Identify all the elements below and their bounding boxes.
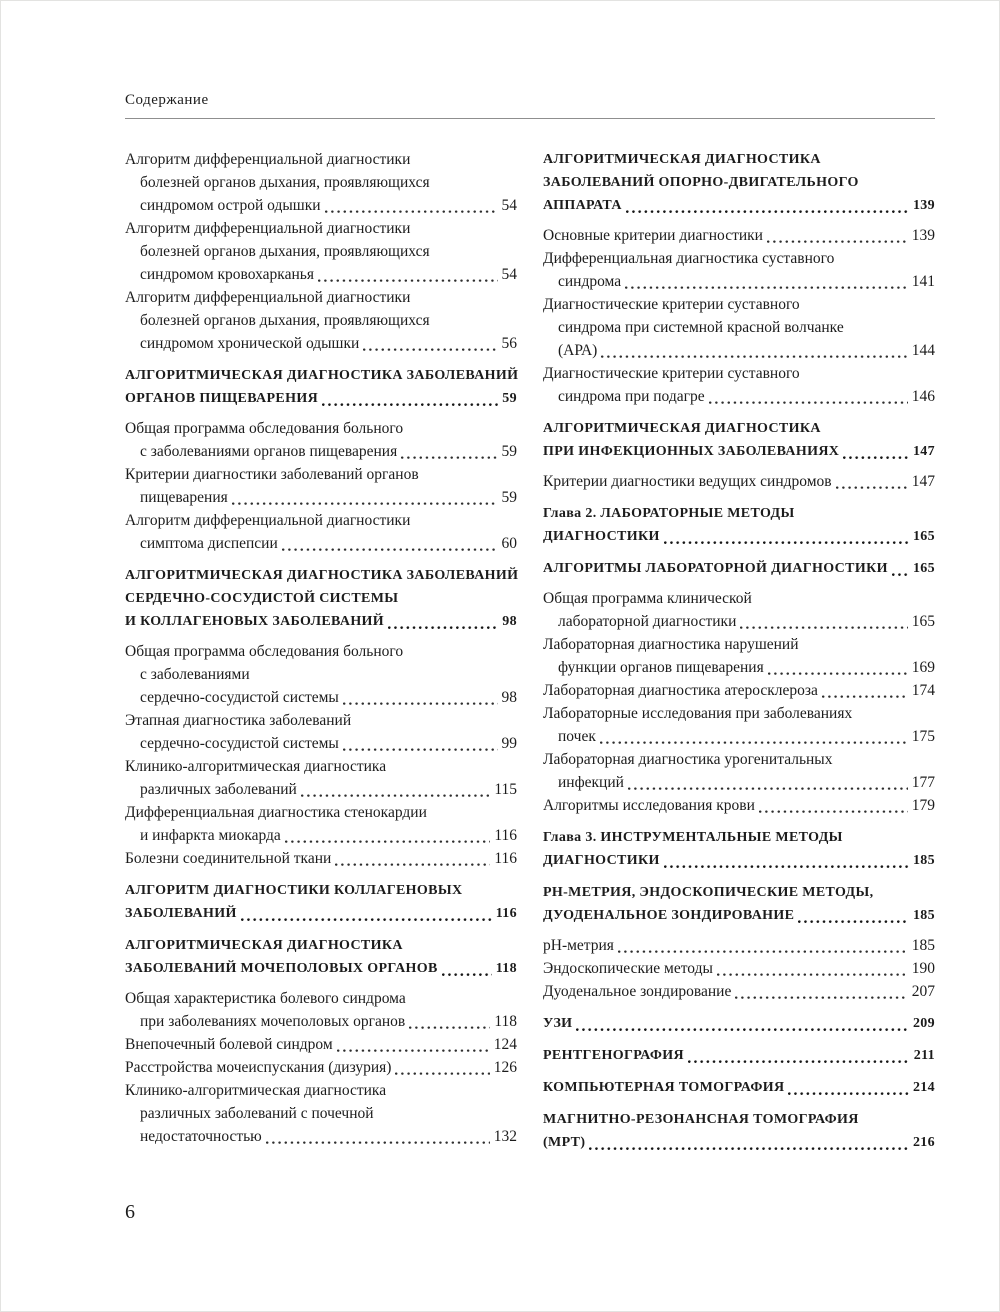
toc-line-text: Болезни соединительной ткани: [125, 850, 332, 867]
toc-line-text: Лабораторная диагностика атеросклероза: [543, 682, 818, 699]
toc-page-ref: 174: [911, 682, 935, 699]
toc-entry: [543, 587, 935, 633]
toc-page-ref: 118: [494, 1013, 517, 1030]
toc-line-text: Общая программа обследования больного: [125, 643, 404, 660]
toc-line: [543, 587, 935, 610]
toc-entry: [543, 470, 935, 493]
toc-entry: [543, 679, 935, 702]
dot-leader: [587, 1131, 911, 1154]
toc-columns: [125, 148, 935, 1161]
toc-line: [125, 463, 517, 486]
toc-page-ref: 98: [501, 689, 517, 706]
toc-line-text: синдромом кровохарканья: [140, 266, 314, 283]
toc-section-heading: [543, 1012, 935, 1035]
toc-section-heading: [125, 364, 517, 410]
toc-line-text: АЛГОРИТМИЧЕСКАЯ ДИАГНОСТИКА: [125, 938, 403, 953]
toc-line-text: с заболеваниями органов пищеварения: [140, 443, 398, 460]
toc-line: [125, 1033, 517, 1056]
dot-leader: [598, 725, 910, 748]
toc-line-text: сердечно-сосудистой системы: [140, 689, 339, 706]
toc-line: [125, 902, 517, 925]
toc-entry: [125, 847, 517, 870]
toc-line: [125, 587, 517, 610]
toc-entry: [543, 224, 935, 247]
toc-line-text: сердечно-сосудистой системы: [140, 735, 339, 752]
toc-line: [543, 525, 935, 548]
toc-line: [125, 640, 517, 663]
toc-page-ref: 132: [493, 1128, 517, 1145]
toc-page-ref: 147: [912, 444, 935, 459]
toc-line: [543, 679, 935, 702]
toc-line-text: АЛГОРИТМ ДИАГНОСТИКИ КОЛЛАГЕНОВЫХ: [125, 883, 463, 898]
toc-line-text: РН-МЕТРИЯ, ЭНДОСКОПИЧЕСКИЕ МЕТОДЫ,: [543, 885, 874, 900]
toc-page-ref: 115: [494, 781, 517, 798]
toc-line-text: ЗАБОЛЕВАНИЙ МОЧЕПОЛОВЫХ ОРГАНОВ: [125, 961, 438, 976]
toc-line-text: Алгоритм дифференциальной диагностики: [125, 512, 411, 529]
toc-entry: [543, 957, 935, 980]
toc-line-text: Общая характеристика болевого синдрома: [125, 990, 406, 1007]
toc-line-text: Внепочечный болевой синдром: [125, 1036, 333, 1053]
toc-entry: [125, 987, 517, 1033]
toc-line: [543, 148, 935, 171]
dot-leader: [341, 732, 500, 755]
toc-page-ref: 185: [912, 908, 935, 923]
toc-entry: [125, 1033, 517, 1056]
toc-line-text: Алгоритм дифференциальной диагностики: [125, 220, 411, 237]
toc-section-heading: [543, 881, 935, 927]
toc-line-text: Глава 2. ЛАБОРАТОРНЫЕ МЕТОДЫ: [543, 506, 795, 521]
toc-line-text: ЗАБОЛЕВАНИЙ ОПОРНО-ДВИГАТЕЛЬНОГО: [543, 175, 859, 190]
toc-line-text: Критерии диагностики заболеваний органов: [125, 466, 419, 483]
dot-leader: [230, 486, 500, 509]
toc-line-text: Дуоденальное зондирование: [543, 983, 732, 1000]
toc-line: [125, 610, 517, 633]
toc-page-ref: 126: [493, 1059, 517, 1076]
toc-line-text: функции органов пищеварения: [558, 659, 764, 676]
toc-line-text: Расстройства мочеиспускания (дизурия): [125, 1059, 392, 1076]
toc-line-text: АППАРАТА: [543, 198, 622, 213]
toc-line-text: синдрома при подагре: [558, 388, 705, 405]
toc-page-ref: 185: [912, 853, 935, 868]
toc-line-text: Общая программа клинической: [543, 590, 752, 607]
toc-line: [125, 1056, 517, 1079]
toc-page-ref: 175: [911, 728, 935, 745]
toc-line: [125, 663, 517, 686]
toc-line: [125, 1125, 517, 1148]
dot-leader: [626, 771, 910, 794]
toc-page-ref: 147: [911, 473, 935, 490]
toc-line: [543, 171, 935, 194]
toc-entry: [543, 633, 935, 679]
toc-line-text: Алгоритм дифференциальной диагностики: [125, 289, 411, 306]
toc-line: [543, 826, 935, 849]
toc-page-ref: 124: [493, 1036, 517, 1053]
dot-leader: [320, 387, 500, 410]
toc-line: [125, 171, 517, 194]
toc-line: [125, 1010, 517, 1033]
toc-line: [543, 748, 935, 771]
toc-line: [125, 987, 517, 1010]
toc-line: [125, 417, 517, 440]
toc-line-text: ДИАГНОСТИКИ: [543, 529, 660, 544]
toc-line-text: инфекций: [558, 774, 624, 791]
toc-line-text: болезней органов дыхания, проявляющихся: [140, 243, 430, 260]
toc-page-ref: 146: [911, 388, 935, 405]
toc-page-ref: 59: [502, 391, 517, 406]
toc-entry: [543, 293, 935, 362]
toc-line-text: Диагностические критерии суставного: [543, 296, 800, 313]
toc-line: [543, 1131, 935, 1154]
toc-line: [125, 686, 517, 709]
toc-line-text: (МРТ): [543, 1135, 586, 1150]
toc-page-ref: 141: [911, 273, 935, 290]
dot-leader: [599, 339, 909, 362]
running-header-title: Содержание: [125, 92, 209, 108]
toc-line-text: УЗИ: [543, 1016, 573, 1031]
toc-line: [543, 656, 935, 679]
dot-leader: [333, 847, 492, 870]
toc-line-text: Общая программа обследования больного: [125, 420, 404, 437]
toc-line-text: Алгоритмы исследования крови: [543, 797, 755, 814]
toc-page-ref: 144: [911, 342, 935, 359]
toc-line-text: ДИАГНОСТИКИ: [543, 853, 660, 868]
toc-line-text: при заболеваниях мочеполовых органов: [140, 1013, 406, 1030]
toc-page-ref: 177: [911, 774, 935, 791]
toc-line: [543, 904, 935, 927]
dot-leader: [707, 385, 910, 408]
toc-line: [125, 709, 517, 732]
toc-line-text: Дифференциальная диагностика стенокардии: [125, 804, 427, 821]
toc-line-text: Глава 3. ИНСТРУМЕНТАЛЬНЫЕ МЕТОДЫ: [543, 830, 843, 845]
toc-entry: [125, 417, 517, 463]
dot-leader: [316, 263, 500, 286]
toc-page-ref: 214: [912, 1080, 935, 1095]
toc-line: [543, 934, 935, 957]
toc-line: [125, 217, 517, 240]
toc-line-text: недостаточностью: [140, 1128, 262, 1145]
dot-leader: [341, 686, 500, 709]
dot-leader: [890, 557, 911, 580]
toc-page-ref: 118: [495, 961, 517, 976]
toc-line: [543, 339, 935, 362]
toc-line: [125, 564, 517, 587]
toc-page-ref: 209: [912, 1016, 935, 1031]
toc-line: [125, 387, 517, 410]
toc-line: [125, 309, 517, 332]
toc-line: [125, 778, 517, 801]
toc-page-ref: 165: [912, 561, 935, 576]
toc-line: [543, 633, 935, 656]
toc-line-text: МАГНИТНО-РЕЗОНАНСНАЯ ТОМОГРАФИЯ: [543, 1112, 859, 1127]
toc-entry: [125, 709, 517, 755]
toc-page-ref: 98: [502, 614, 517, 629]
toc-line-text: Лабораторная диагностика урогенитальных: [543, 751, 833, 768]
toc-line: [543, 957, 935, 980]
toc-line-text: Эндоскопические методы: [543, 960, 713, 977]
toc-line: [543, 881, 935, 904]
toc-page-ref: 116: [495, 906, 517, 921]
dot-leader: [834, 470, 910, 493]
toc-line-text: симптома диспепсии: [140, 535, 278, 552]
toc-section-heading: [543, 148, 935, 217]
toc-line: [125, 801, 517, 824]
toc-page-ref: 139: [911, 227, 935, 244]
toc-line: [543, 440, 935, 463]
dot-leader: [393, 1056, 491, 1079]
toc-page-ref: 59: [501, 443, 517, 460]
toc-line: [543, 502, 935, 525]
toc-line: [125, 532, 517, 555]
toc-page-ref: 165: [912, 529, 935, 544]
dot-leader: [662, 849, 911, 872]
toc-line: [543, 316, 935, 339]
toc-line: [125, 440, 517, 463]
toc-line-text: РЕНТГЕНОГРАФИЯ: [543, 1048, 684, 1063]
toc-page-ref: 185: [911, 937, 935, 954]
toc-line-text: ПРИ ИНФЕКЦИОННЫХ ЗАБОЛЕВАНИЯХ: [543, 444, 840, 459]
dot-leader: [386, 610, 500, 633]
dot-leader: [766, 656, 910, 679]
toc-line-text: Критерии диагностики ведущих синдромов: [543, 473, 832, 490]
toc-section-heading: [543, 826, 935, 872]
dot-leader: [765, 224, 910, 247]
dot-leader: [841, 440, 911, 463]
toc-line: [125, 148, 517, 171]
toc-page-ref: 59: [501, 489, 517, 506]
toc-line-text: ДУОДЕНАЛЬНОЕ ЗОНДИРОВАНИЕ: [543, 908, 795, 923]
toc-line-text: Лабораторные исследования при заболеваниях: [543, 705, 853, 722]
toc-line: [125, 755, 517, 778]
dot-leader: [335, 1033, 492, 1056]
toc-entry: [543, 702, 935, 748]
toc-line-text: АЛГОРИТМИЧЕСКАЯ ДИАГНОСТИКА ЗАБОЛЕВАНИЙ: [125, 368, 519, 383]
toc-entry: [543, 934, 935, 957]
toc-page-ref: 60: [501, 535, 517, 552]
toc-entry: [125, 1056, 517, 1079]
toc-column-right: [543, 148, 935, 1161]
toc-page-ref: 207: [911, 983, 935, 1000]
toc-line: [543, 725, 935, 748]
toc-line-text: Лабораторная диагностика нарушений: [543, 636, 799, 653]
dot-leader: [820, 679, 910, 702]
toc-section-heading: [543, 1108, 935, 1154]
toc-entry: [125, 509, 517, 555]
toc-line: [125, 332, 517, 355]
toc-line: [125, 957, 517, 980]
dot-leader: [623, 270, 910, 293]
toc-line: [125, 847, 517, 870]
toc-line: [125, 364, 517, 387]
toc-entry: [543, 362, 935, 408]
toc-line: [543, 702, 935, 725]
toc-line-text: АЛГОРИТМИЧЕСКАЯ ДИАГНОСТИКА ЗАБОЛЕВАНИЙ: [125, 568, 519, 583]
toc-line-text: Клинико-алгоритмическая диагностика: [125, 758, 387, 775]
toc-entry: [125, 640, 517, 709]
toc-entry: [125, 1079, 517, 1148]
dot-leader: [280, 532, 500, 555]
toc-section-heading: [543, 1076, 935, 1099]
toc-line: [543, 794, 935, 817]
toc-page-ref: 165: [911, 613, 935, 630]
toc-line-text: синдрома при системной красной волчанке: [558, 319, 844, 336]
toc-line: [125, 879, 517, 902]
toc-section-heading: [543, 557, 935, 580]
toc-line: [543, 610, 935, 633]
toc-page-ref: 169: [911, 659, 935, 676]
toc-line-text: Алгоритм дифференциальной диагностики: [125, 151, 411, 168]
dot-leader: [616, 934, 910, 957]
toc-line: [125, 1102, 517, 1125]
toc-section-heading: [543, 1044, 935, 1067]
toc-line-text: с заболеваниями: [140, 666, 250, 683]
toc-line: [543, 557, 935, 580]
toc-line-text: АЛГОРИТМИЧЕСКАЯ ДИАГНОСТИКА: [543, 421, 821, 436]
toc-line: [125, 240, 517, 263]
dot-leader: [715, 957, 910, 980]
toc-line: [543, 980, 935, 1003]
toc-line: [543, 849, 935, 872]
toc-page-ref: 116: [494, 827, 517, 844]
toc-line: [125, 286, 517, 309]
toc-line-text: синдрома: [558, 273, 622, 290]
dot-leader: [738, 610, 909, 633]
dot-leader: [624, 194, 911, 217]
toc-line-text: синдромом острой одышки: [140, 197, 321, 214]
dot-leader: [407, 1010, 492, 1033]
toc-page-ref: 54: [501, 266, 517, 283]
running-header: [125, 92, 935, 118]
toc-line-text: АЛГОРИТМИЧЕСКАЯ ДИАГНОСТИКА: [543, 152, 821, 167]
toc-page-ref: 190: [911, 960, 935, 977]
toc-line-text: И КОЛЛАГЕНОВЫХ ЗАБОЛЕВАНИЙ: [125, 614, 385, 629]
toc-line: [543, 1108, 935, 1131]
toc-page-ref: 56: [501, 335, 517, 352]
dot-leader: [686, 1044, 912, 1067]
toc-entry: [125, 755, 517, 801]
toc-line-text: и инфаркта миокарда: [140, 827, 281, 844]
toc-line-text: (АРА): [558, 342, 598, 359]
dot-leader: [264, 1125, 492, 1148]
toc-page-ref: 116: [494, 850, 517, 867]
toc-line-text: болезней органов дыхания, проявляющихся: [140, 312, 430, 329]
dot-leader: [239, 902, 494, 925]
toc-line: [543, 362, 935, 385]
toc-line: [543, 293, 935, 316]
toc-line-text: различных заболеваний с почечной: [140, 1105, 374, 1122]
dot-leader: [399, 440, 499, 463]
toc-line: [125, 263, 517, 286]
toc-line-text: ЗАБОЛЕВАНИЙ: [125, 906, 237, 921]
toc-line-text: СЕРДЕЧНО-СОСУДИСТОЙ СИСТЕМЫ: [125, 591, 399, 606]
toc-line: [543, 224, 935, 247]
dot-leader: [574, 1012, 911, 1035]
toc-line-text: ОРГАНОВ ПИЩЕВАРЕНИЯ: [125, 391, 319, 406]
toc-entry: [125, 463, 517, 509]
toc-line-text: АЛГОРИТМЫ ЛАБОРАТОРНОЙ ДИАГНОСТИКИ: [543, 561, 888, 576]
toc-line: [543, 1044, 935, 1067]
toc-line: [125, 1079, 517, 1102]
toc-line: [543, 417, 935, 440]
toc-line-text: КОМПЬЮТЕРНАЯ ТОМОГРАФИЯ: [543, 1080, 785, 1095]
toc-entry: [543, 247, 935, 293]
toc-line-text: Дифференциальная диагностика суставного: [543, 250, 835, 267]
page-number: 6: [125, 1201, 135, 1223]
toc-entry: [125, 217, 517, 286]
dot-leader: [733, 980, 909, 1003]
toc-line: [543, 470, 935, 493]
toc-line: [125, 486, 517, 509]
toc-line-text: Диагностические критерии суставного: [543, 365, 800, 382]
toc-entry: [543, 794, 935, 817]
toc-page-ref: 99: [501, 735, 517, 752]
toc-line-text: пищеварения: [140, 489, 228, 506]
toc-line: [125, 732, 517, 755]
dot-leader: [786, 1076, 911, 1099]
header-rule: [125, 118, 935, 119]
toc-page-ref: 211: [913, 1048, 935, 1063]
toc-line-text: Этапная диагностика заболеваний: [125, 712, 352, 729]
toc-line: [543, 771, 935, 794]
toc-page-ref: 179: [911, 797, 935, 814]
toc-line: [543, 270, 935, 293]
toc-line: [543, 385, 935, 408]
toc-page-ref: 54: [501, 197, 517, 214]
toc-line: [125, 824, 517, 847]
toc-line-text: лабораторной диагностики: [558, 613, 737, 630]
toc-line-text: почек: [558, 728, 596, 745]
toc-line: [125, 934, 517, 957]
dot-leader: [283, 824, 492, 847]
toc-entry: [125, 801, 517, 847]
dot-leader: [323, 194, 500, 217]
dot-leader: [361, 332, 499, 355]
toc-column-left: [125, 148, 517, 1161]
toc-line: [125, 509, 517, 532]
toc-line-text: рН-метрия: [543, 937, 614, 954]
toc-section-heading: [543, 417, 935, 463]
dot-leader: [757, 794, 910, 817]
toc-line: [543, 1076, 935, 1099]
dot-leader: [796, 904, 911, 927]
toc-line-text: различных заболеваний: [140, 781, 297, 798]
toc-line-text: Основные критерии диагностики: [543, 227, 763, 244]
toc-line: [543, 247, 935, 270]
dot-leader: [662, 525, 911, 548]
toc-line: [543, 1012, 935, 1035]
toc-page-ref: 139: [912, 198, 935, 213]
toc-page-ref: 216: [912, 1135, 935, 1150]
toc-entry: [125, 286, 517, 355]
toc-section-heading: [125, 564, 517, 633]
dot-leader: [299, 778, 492, 801]
toc-line-text: синдромом хронической одышки: [140, 335, 360, 352]
toc-section-heading: [543, 502, 935, 548]
toc-section-heading: [125, 879, 517, 925]
toc-line: [125, 194, 517, 217]
toc-line: [543, 194, 935, 217]
dot-leader: [440, 957, 494, 980]
toc-section-heading: [125, 934, 517, 980]
toc-line-text: Клинико-алгоритмическая диагностика: [125, 1082, 387, 1099]
toc-entry: [543, 980, 935, 1003]
toc-line-text: болезней органов дыхания, проявляющихся: [140, 174, 430, 191]
toc-entry: [125, 148, 517, 217]
toc-entry: [543, 748, 935, 794]
